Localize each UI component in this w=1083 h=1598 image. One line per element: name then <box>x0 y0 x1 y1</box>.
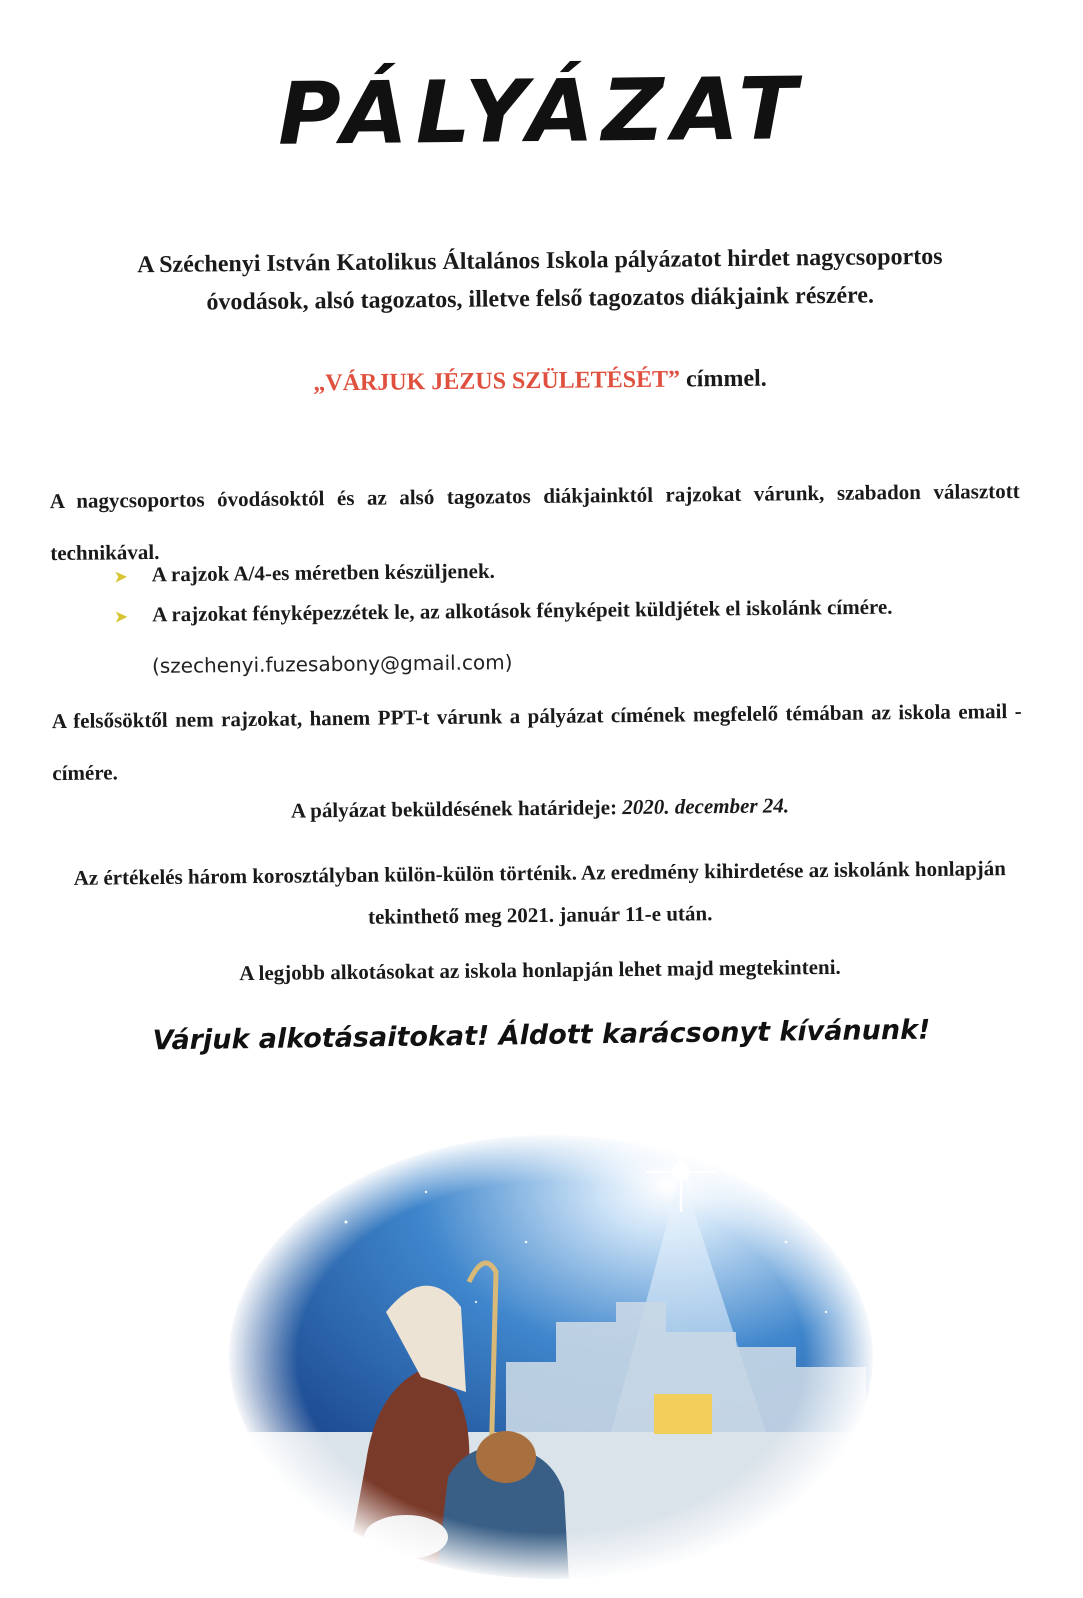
evaluation-text: Az értékelés három korosztályban külön-külön történik. Az eredmény kihirdetése az iskolánk honlapján tekinthető meg 2021. január 11-e után. <box>73 856 1006 929</box>
poster-title: PÁLYÁZAT <box>277 59 806 165</box>
upper-grades-text: A felsősöktől nem rajzokat, hanem PPT-t várunk a pályázat címének megfelelő témában az iskola email - címére. <box>51 698 1022 786</box>
lower-grades-text: A nagycsoportos óvodásoktól és az alsó tagozatos diákjainktól rajzokat várunk, szabadon választott technikával. <box>49 478 1020 566</box>
deadline-label: A pályázat beküldésének határideje: <box>290 795 618 823</box>
nativity-illustration <box>226 1132 876 1582</box>
best-works-text: A legjobb alkotásokat az iskola honlapján lehet majd megtekinteni. <box>239 954 841 986</box>
contest-line <box>90 363 990 399</box>
list-item <box>112 593 1032 643</box>
intro-text: A Széchenyi István Katolikus Általános Iskola pályázatot hirdet nagycsoportos óvodások, alsó tagozatos, illetve felső tagozatos diákjaink részére. <box>136 243 943 316</box>
contest-title-suffix: címmel. <box>685 365 767 393</box>
arrow-bullet-icon: ➤ <box>114 609 128 626</box>
bullet-text: A rajzok A/4-es méretben készüljenek. <box>151 558 495 587</box>
bullet-text: A rajzokat fényképezzétek le, az alkotások fényképeit küldjétek el iskolánk címére. <box>152 594 893 627</box>
contact-email: (szechenyi.fuzesabony@gmail.com) <box>151 650 513 678</box>
arrow-bullet-icon: ➤ <box>114 569 128 586</box>
contest-title: „VÁRJUK JÉZUS SZÜLETÉSÉT” <box>313 366 681 397</box>
closing-greeting: Várjuk alkotásaitokat! Áldott karácsonyt kívánunk! <box>152 1014 931 1057</box>
rules-list <box>112 553 1033 643</box>
deadline-date: 2020. december 24. <box>622 793 790 820</box>
